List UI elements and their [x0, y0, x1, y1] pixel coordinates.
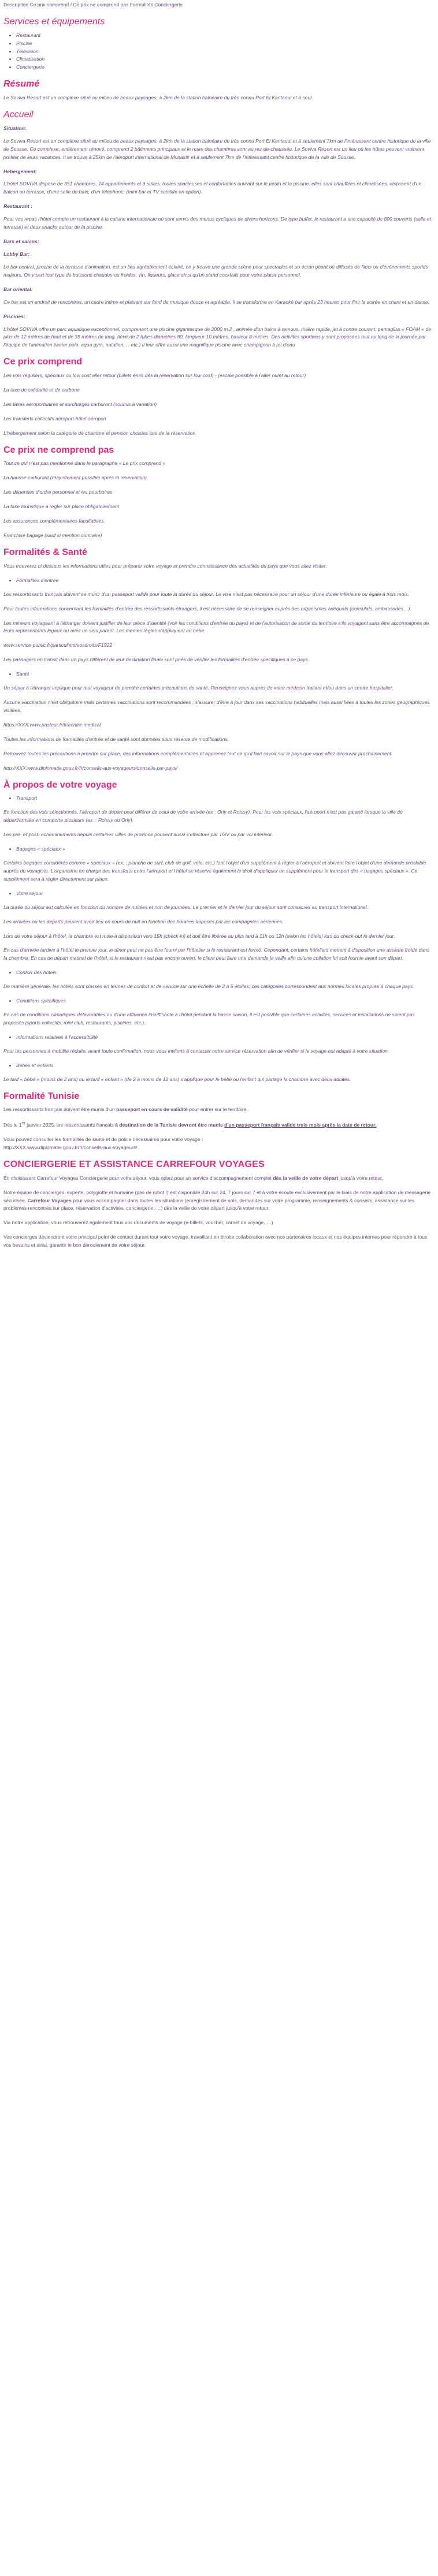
apropos-text: Les pré- et post- acheminements depuis certaines villes de province pouvent aussi s'effectuer par TGV ou par voi intérieur. — [3, 832, 273, 838]
conditions-bullet-list — [3, 997, 435, 1005]
formalites-text: Retrouvez toutes les précautions à prendre sur place, des informations complémentaires et apprenez tout ce qu'il faut savoir sur le pays que vous allez découvrir prochainement. — [3, 750, 393, 756]
accessibilite-bullet-list — [3, 1034, 435, 1042]
text-run-bold: passeport en cours de validité — [116, 1106, 188, 1113]
bullet-bebes: • Bébés et enfants — [16, 1062, 435, 1070]
formalites-section — [3, 547, 435, 773]
ne-comprend-item: Tout ce qui n'est pas mentionné dans le paragraphe « Le prix comprend » — [3, 460, 166, 467]
ne-comprend-section — [3, 445, 435, 540]
bullet-sante: • Santé — [16, 670, 435, 679]
comprend-item: Les taxes aéroportuaires et surcharges carburant (soumis à variation) — [3, 401, 157, 407]
apropos-text: Certains bagages considérés comme « spéciaux » (ex. : planche de surf, club de golf, vélo, etc.) font l'objet d'un supplément à régler à l'aéroport et doivent faire l'objet d'une demande préalable auprès du voyagiste. L'organisme en charge des transferts entre l'aéroport et l'hôtel se réserve également le droit d'appliquer un supplément pour le transport des « bagages spéciaux ». Ce supplément sera à régler directement sur place. — [3, 859, 426, 882]
bullet-accessibilite: • Informations relatives à l'accessibilité — [16, 1034, 435, 1042]
text-run-bold-underline: d'un passeport français valide trois mois après la date de retour. — [224, 1122, 377, 1128]
services-title: Services et équipements — [3, 16, 105, 27]
conciergerie-title: CONCIERGERIE ET ASSISTANCE CARREFOUR VOYAGES — [3, 1159, 265, 1169]
restaurant-text: Pour vos repas l'hôtel compte un restaurant à la cuisine internationale où sont servis des menus cycliques de divers horizons. De type buffet, le restaurant a une capacité de 800 couverts (salle et terrasse) et deux snacks autour de la piscine. — [3, 216, 432, 230]
ne-comprend-title: Ce prix ne comprend pas — [3, 445, 114, 455]
services-list — [3, 32, 435, 72]
tunisie-section — [3, 1091, 435, 1152]
situation-label: Situation: — [3, 125, 27, 131]
conciergerie-text — [3, 1175, 435, 1183]
list-item: • Conciergerie — [16, 64, 435, 72]
formalites-text: Vous trouverez ci dessous les informations utiles pour préparer votre voyage et prendre connaissance des actualités du pays que vous allez visiter. — [3, 562, 327, 569]
restaurant-label: Restaurant : — [3, 203, 33, 210]
tunisie-title: Formalité Tunisie — [3, 1091, 80, 1101]
tunisie-text — [3, 1136, 435, 1152]
list-item: • Climatisation — [16, 55, 435, 64]
bars-label: Bars et salons: — [3, 238, 39, 245]
apropos-text: En cas de conditions climatiques défavorables ou d'une affluence insuffisante à l'hôtel pendant la basse saison, il est possible que certaines activités, services et installations ne soient pas proposés (sports collectifs, mini club, restaurants, piscines, etc.). — [3, 1012, 415, 1026]
bullet-conditions: • Conditions spécifiques — [16, 997, 435, 1005]
bullet-formalites-entree: • Formalités d'entrée — [16, 577, 435, 585]
apropos-text: Lors de votre séjour à l'hôtel, la chambre est mise à disposition vers 15h (check-in) et doit être libérée au plus tard à 11h ou 12h (selon les hôtels) lors du check-out le dernier jour. — [3, 933, 395, 939]
oriental-text: Ce bar est un endroit de rencontres, un cadre intime et plaisant sur fond de musique douce et agréable. Il se transforme en Karaoké bar après 23 heures pour finir la soirée en chant et en danse. — [3, 299, 430, 305]
comprend-title: Ce prix comprend — [3, 357, 83, 367]
oriental-label: Bar oriental: — [3, 286, 33, 292]
conciergerie-section — [3, 1159, 435, 1250]
text-run-bold: à destination de la Tunisie devront être munis — [115, 1122, 225, 1128]
service-public-link[interactable]: www.service-public.fr/particuliers/vosdroits/F1922 — [3, 642, 113, 648]
page — [3, 1, 435, 1250]
page-header-tabs: Description Ce prix comprend / Ce prix ne comprend pas Formalités Conciergerie — [3, 2, 183, 8]
text-run-bold: Carrefour Voyages — [27, 1197, 72, 1203]
list-item: • Restaurant — [16, 32, 435, 40]
formalites-text: Toutes les informations de formalités d'entrée et de santé sont données sous réserve de modifications. — [3, 736, 229, 742]
superscript: er — [21, 1121, 25, 1126]
bagages-bullet-list — [3, 845, 435, 853]
ne-comprend-item: La hausse carburant (réajustement possible après la réservation) — [3, 475, 147, 481]
ne-comprend-item: Les dépenses d'ordre personnel et les pourboires — [3, 489, 113, 495]
piscines-text: L'hôtel SOVIVA offre un parc aquatique exceptionnel, comprenant une piscine gigantesque de 2000 m 2 , animée d'un bains à remous, rivière rapide, jet à contre courant, pentagliss « FOAM » de plus de 12 mètres de haut et de 35 mètres de long, bévé de 2 tubes diamètres 80, longueur 10 mètres, hauteur 8 mètres. Des activités sportives y sont proposées tout au long de la journée par l'équipe de l'animation (water polo, aqua gym, natation,… etc.) Il leur offre aussi une magnifique piscine avec champignon à jet d'eau — [3, 326, 432, 348]
formalites-text: Les passagers en transit dans un pays différent de leur destination finale sont priés de vérifier les formalités d'entrée spécifiques à ce pays. — [3, 657, 310, 663]
apropos-text: Le tarif « bébé » (moins de 2 ans) ou le tarif « enfant » (de 2 à moins de 12 ans) s'applique pour le bébé ou l'enfant qui partage la chambre avec deux adultes. — [3, 1076, 351, 1082]
pasteur-link[interactable]: https://XXX.www.pasteur.fr/fr/centre-medical — [3, 721, 101, 728]
confort-bullet-list — [3, 969, 435, 977]
services-section — [3, 16, 435, 72]
text-run: Dès le 1 — [3, 1122, 22, 1128]
formalites-text: Aucune vaccination n'est obligatoire mais certaines vaccinations sont recommandées ; s'assurer d'être à jour dans ses vaccinations habituelles mais aussi liées à toutes les zones géographiques visitées. — [3, 699, 430, 713]
text-run: Les ressortissants français doivent être munis d'un — [3, 1106, 117, 1113]
formalites-text: Les mineurs voyageant à l'étranger doivent justifier de leur pièce d'identité (voir les conditions d'entrée du pays) et de l'autorisation de sortie du territoire s'ils voyagent sans être accompagnés de leurs représentants légaux ou avec un seul parent. Les mêmes règles s'appliquent au bébé. — [3, 620, 429, 634]
apropos-title: À propos de votre voyage — [3, 780, 117, 790]
tunisie-text — [3, 1106, 435, 1114]
list-item: • Piscine — [16, 40, 435, 48]
tunisie-text — [3, 1120, 435, 1129]
bebes-bullet-list — [3, 1062, 435, 1070]
bullet-bagages: • Bagages « spéciaux » — [16, 845, 435, 853]
apropos-text: La durée du séjour est calculée en fonction du nombre de nuitées et non de journées. Le premier et le dernier jour du séjour sont consacrés au transport international. — [3, 904, 369, 910]
comprend-item: L'hébergement selon la catégorie de chambre et pension choisies lors de la réservation — [3, 430, 196, 436]
comprend-item: Les vols réguliers, spéciaux ou low cost aller retour (billets émis dès la réservation sur low-cost) - (escale possible à l'aller ou/et au retour) — [3, 372, 306, 379]
hebergement-label: Hébergement: — [3, 168, 37, 174]
text-run: pour entrer sur le territoire. — [187, 1106, 248, 1113]
hebergement-text: L'hôtel SOVIVA dispose de 351 chambres, 14 appartements et 3 suites, toutes spacieuses et confortables ouvrant sur le jardin et la piscine, elles sont chauffées et climatisées, disposent d'un balcon ou terrasse, d'une salle de bain, d'un téléphone, (mini-bar et TV satellite en option). — [3, 181, 422, 195]
situation-text: Le Soviva Resort est un complexe situé au milieu de beaux paysages, à 2km de la station balnéaire du très connu Port El Kantaoui et à seulement 7km de l'intéressant centre historique de la ville de Sousse. Ce complexe, entièrement rénové, comprend 2 bâtiments principaux et le reste des chambres sont au rez-de-chaussée. Le Soviva Resort est un lieu où les hôtes peuvent vraiment profiter de leurs vacances. Il se trouve à 25km de l'aéroport international de Monastir et à seulement 7km de l'intéressant centre historique de la ville de Sousse. — [3, 137, 431, 160]
bullet-transport: • Transport — [16, 795, 435, 803]
text-run: janvier 2025, les ressortissants français — [25, 1122, 116, 1128]
resume-title: Résumé — [3, 79, 40, 90]
lobby-label: Lobby Bar: — [3, 251, 30, 257]
lobby-text: Le bar central, proche de la terrasse d'animation, est un lieu agréablement éclairé, on y trouve une grande scène pour spectacles et un écran géant où diffusés de films ou d'évènements sportifs majeurs. On y sert tout type de boissons chaudes ou froides, vin, liqueurs, glace ainsi qu'un stand cocktails pour votre plaisir personnel. — [3, 263, 428, 278]
conciergerie-text: Vos concierges deviendront votre principal point de contact durant tout votre voyage, travaillant en étroite collaboration avec nos partenaires locaux et nos équipes internes pour répondre à tous vos besoins et ainsi, garantir le bon déroulement de votre séjour. — [3, 1234, 428, 1248]
formalites-text: Un séjour à l'étranger implique pour tout voyageur de prendre certaines précautions de santé. Renseignez-vous auprès de votre médecin traitant et/ou dans un centre hospitalier. — [3, 685, 394, 691]
formalites-text: Pour toutes informations concernant les formalités d'entrée des ressortissants étrangers, il est nécessaire de se renseigner auprès des organismes adéquats (consulats, ambassades…). — [3, 605, 411, 612]
resume-section — [3, 79, 435, 102]
accueil-section — [3, 109, 435, 349]
conciergerie-text: Via notre application, vous retrouverez également tous vos documents de voyage (e-billets, voucher, carnet de voyage, …) — [3, 1220, 273, 1226]
bullet-confort: • Confort des hôtels — [16, 969, 435, 977]
ne-comprend-item: La taxe touristique à régler sur place obligatoirement — [3, 504, 120, 510]
text-run: Notre équipe de concierges, experte, polyglotte et humaine (pas de robot !) est disponible 24h sur 24, 7 jours sur 7 et à votre écoute exclusivement par le biais de notre application de messagerie sécurisée, — [3, 1189, 431, 1203]
formalites-title: Formalités & Santé — [3, 547, 87, 558]
sejour-bullet-list — [3, 890, 435, 898]
text-run: jusqu'à votre retour. — [338, 1175, 383, 1181]
formalites-text: Les ressortissants français doivent se munir d'un passeport valide pour toute la durée du séjour. Le visa n'est pas nécessaire pour un séjour d'une durée inférieure ou égale à trois mois. — [3, 591, 410, 597]
comprend-item: La taxe de solidarité et de carbone — [3, 387, 80, 393]
transport-bullet-list — [3, 795, 435, 803]
apropos-text: Les arrivées ou les départs peuvent avoir lieu en cours de nuit en fonction des horaires imposés par les compagnies aériennes. — [3, 918, 284, 924]
piscines-label: Piscines: — [3, 313, 25, 319]
diplomatie-link[interactable]: http://XXX.www.diplomatie.gouv.fr/fr/conseils-aux-voyageurs/conseils-par-pays/ — [3, 765, 178, 771]
apropos-text: En cas d'arrivée tardive à l'hôtel le premier jour, le dîner peut ne pas être fourni par l'hôtelier si le restaurant est fermé. Cependant, certains hôteliers mettent à disposition une assiette froide dans la chambre. En cas de départ matinal de l'hôtel, si le restaurant n'est pas encore ouvert, le client peut faire une demande la veille afin qu'une collation lui soit fournie avant son départ. — [3, 947, 430, 961]
sante-bullet-list — [3, 670, 435, 679]
text-run: Vous pouvez consulter les formalités de santé et de police nécessaires pour votre voyage : — [3, 1136, 203, 1143]
tunisie-link[interactable]: http://XXX.www.diplomatie.gouv.fr/fr/conseils-aux-voyageurs/ — [3, 1144, 138, 1150]
text-run: pour vous accompagner dans toutes les situations (enregistrement de vols, demandes sur votre programme, renseignements & conseils, assistance sur les problèmes rencontrés sur place, réservation d'activités, conciergerie, …) dès la veille de votre départ jusqu'à votre retour. — [3, 1197, 415, 1211]
comprend-section — [3, 356, 435, 437]
bullet-sejour: • Votre séjour — [16, 890, 435, 898]
comprend-item: Les transferts collectifs aéroport-hôtel-aéroport — [3, 415, 107, 422]
apropos-text: En fonction des vols sélectionnés, l'aéroport de départ peut différer de celui de votre arrivée (ex : Orly et Roissy). Pour les vols spéciaux, l'aéroport n'est pas garanti lorsque la ville de départ/arrivée en comporte plusieurs (ex. : Roissy ou Orly). — [3, 809, 403, 823]
list-item: • Télévision — [16, 48, 435, 56]
resume-text: Le Soviva Resort est un complexe situé au milieu de beaux paysages, à 2km de la station balnéaire du très connu Port El Kantaoui et à seul — [3, 95, 312, 101]
accueil-title: Accueil — [3, 110, 34, 120]
text-run: En choisissant Carrefour Voyages Conciergerie pour votre séjour, vous optez pour un service d'accompagnement complet — [3, 1175, 273, 1181]
conciergerie-text — [3, 1189, 435, 1213]
apropos-text: Pour les personnes à mobilité réduite, avant toute confirmation, nous vous invitons à contacter notre service réservation afin de vérifier si le voyage est adapté à votre situation. — [3, 1047, 389, 1054]
formalites-bullet-list — [3, 577, 435, 585]
ne-comprend-item: Les assurances complémentaires facultatives. — [3, 518, 105, 524]
apropos-text: De manière générale, les hôtels sont classés en termes de confort et de service sur une échelle de 2 à 5 étoiles, ces catégories correspondent aux normes locales propres à chaque pays. — [3, 983, 414, 990]
apropos-section — [3, 780, 435, 1084]
text-run-bold: dès la veille de votre départ — [273, 1175, 339, 1181]
ne-comprend-item: Franchise bagage (sauf si mention contraire) — [3, 532, 102, 539]
